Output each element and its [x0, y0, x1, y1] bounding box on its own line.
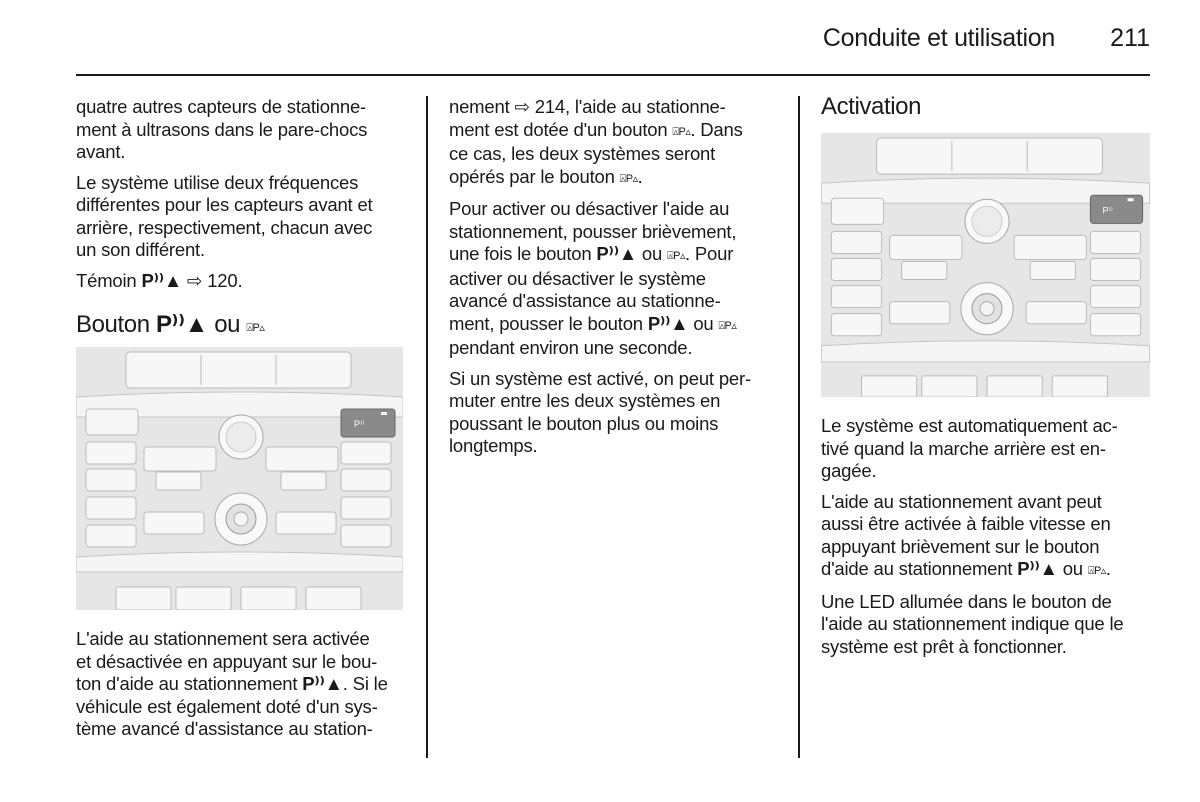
paragraph-advanced-system: nement ⇨ 214, l'aide au stationne- ment est dotée d'un bouton ⍓P▵. Dans ce cas, les deux systèmes seront opérés par le bouton ⍓P▵.: [449, 96, 743, 187]
column-divider-1: [426, 96, 428, 758]
park-assist-icon: P⁾⁾▲: [647, 312, 689, 334]
console-illustration-2: [821, 133, 1150, 397]
paragraph-frequencies: Le système utilise deux fréquences différentes pour les capteurs avant et arrière, respectivement, chacun avec un son différent.: [76, 171, 373, 260]
paragraph-switch-systems: Si un système est activé, on peut per- muter entre les deux systèmes en poussant le bouton plus ou moins longtemps.: [449, 367, 751, 456]
paragraph-sensors: quatre autres capteurs de stationne- ment à ultrasons dans le pare-chocs avant.: [76, 96, 368, 162]
park-assist-icon: P⁾⁾▲: [1017, 558, 1058, 579]
advanced-park-assist-icon: ⍓P▵: [619, 172, 638, 185]
column-1: [76, 96, 411, 340]
park-button-label: P⁾⁾: [1102, 205, 1113, 216]
column-3-bottom: [821, 415, 1156, 666]
paragraph-automatic: Le système est automatiquement ac- tivé quand la marche arrière est en- gagée.: [821, 415, 1118, 481]
advanced-park-assist-icon: ⍓P▵: [672, 125, 691, 138]
park-assist-icon: P⁾⁾▲: [155, 311, 208, 338]
column-3: [821, 93, 1156, 120]
column-divider-2: [798, 96, 800, 758]
advanced-park-assist-icon: ⍓P▵: [718, 319, 737, 332]
paragraph-front-assist: L'aide au stationnement avant peut aussi être activée à faible vitesse en appuyant brièvement sur le bouton d'aide au stationnement P⁾⁾▲ ou ⍓P▵.: [821, 490, 1111, 579]
column-2: [449, 96, 784, 466]
paragraph-led: Une LED allumée dans le bouton de l'aide au stationnement indique que le système est prêt à fonctionner.: [821, 590, 1124, 657]
park-assist-icon: P⁾⁾▲: [141, 269, 182, 291]
paragraph-activation-button: L'aide au stationnement sera activée et désactivée en appuyant sur le bou- ton d'aide au stationnement P⁾⁾▲. Si le véhicule est également doté d'un sys- tème avancé d'assistance au station-: [76, 628, 388, 739]
reference-arrow-icon: ⇨: [186, 269, 203, 291]
header-rule: [76, 74, 1150, 76]
advanced-park-assist-icon: ⍓P▵: [1087, 565, 1106, 577]
park-assist-icon: P⁾⁾▲: [596, 243, 637, 264]
section-heading-bouton: Bouton P⁾⁾▲ ou ⍓P▵: [76, 311, 265, 338]
console-illustration-1: [76, 347, 403, 610]
paragraph-activate-deactivate: Pour activer ou désactiver l'aide au stationnement, pousser brièvement, une fois le bouton P⁾⁾▲ ou ⍓P▵. Pour activer ou désactiver le système avancé d'assistance au stationne- ment, pousser le bouton P⁾⁾▲ ou ⍓P▵ pendant environ une seconde.: [449, 198, 737, 358]
advanced-park-assist-icon: ⍓P▵: [667, 250, 685, 262]
section-heading-activation: Activation: [821, 93, 922, 120]
page-number: 211: [1110, 24, 1150, 52]
page-header-title: Conduite et utilisation: [822, 24, 1055, 52]
park-assist-icon: P⁾⁾▲: [302, 673, 343, 694]
reference-arrow-icon: ⇨: [514, 96, 530, 117]
advanced-park-assist-icon: ⍓P▵: [246, 322, 265, 334]
park-button-label: P⁾⁾: [354, 419, 365, 429]
paragraph-temoin: Témoin P⁾⁾▲ ⇨ 120.: [76, 269, 243, 291]
column-1-bottom: [76, 628, 411, 749]
